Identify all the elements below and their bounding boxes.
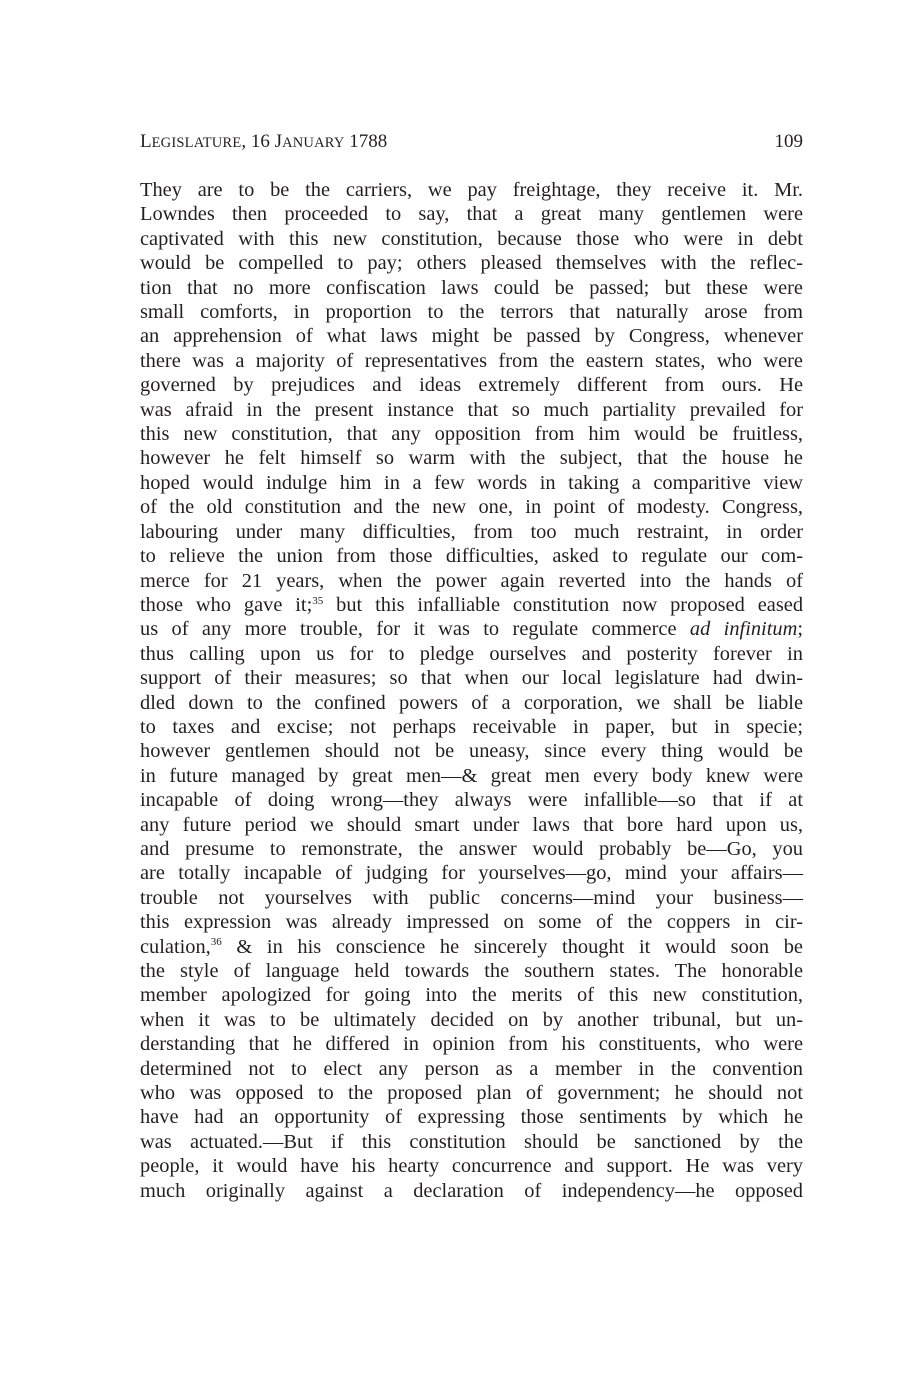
text-line: however he felt himself so warm with the subject, that the house he (140, 447, 803, 470)
text-line: who was opposed to the proposed plan of government; he should not (140, 1082, 803, 1105)
title-initial: L (140, 131, 152, 152)
text-line: any future period we should smart under laws that bore hard upon us, (140, 813, 803, 836)
text-segment: but this infalliable constitution now proposed eased (323, 593, 804, 616)
text-line: determined not to elect any person as a member in the convention (140, 1057, 803, 1080)
title-small-caps: EGISLATURE (151, 135, 242, 151)
text-line: this new constitution, that any opposition from him would be fruitless, (140, 423, 803, 446)
text-line: would be compelled to pay; others pleased themselves with the reflec- (140, 252, 803, 275)
text-line: was afraid in the present instance that so much partiality prevailed for (140, 398, 803, 421)
text-line: thus calling upon us for to pledge ourselves and posterity forever in (140, 642, 803, 665)
text-line: have had an opportunity of expressing those sentiments by which he (140, 1106, 803, 1129)
text-line: there was a majority of representatives from the eastern states, who were (140, 349, 803, 372)
running-head-title (140, 128, 387, 157)
text-line: an apprehension of what laws might be passed by Congress, whenever (140, 325, 803, 348)
footnote-ref-35: 35 (312, 594, 324, 607)
text-line: dled down to the confined powers of a corporation, we shall be liable (140, 691, 803, 714)
title-month-small-caps: ANUARY (282, 135, 345, 151)
text-line: to taxes and excise; not perhaps receivable in paper, but in specie; (140, 715, 803, 738)
title-date-part: , 16 J (241, 131, 283, 152)
text-segment: ; (797, 618, 803, 641)
text-line: small comforts, in proportion to the terrors that naturally arose from (140, 301, 803, 324)
text-line: the style of language held towards the southern states. The honorable (140, 960, 803, 982)
page-number: 109 (774, 131, 803, 152)
body-text (140, 178, 803, 1203)
text-line: much originally against a declaration of independency—he opposed (140, 1179, 803, 1202)
text-line: when it was to be ultimately decided on by another tribunal, but un- (140, 1008, 803, 1031)
text-line: was actuated.—But if this constitution should be sanctioned by the (140, 1130, 803, 1153)
text-segment: us of any more trouble, for it was to regulate commerce (140, 618, 690, 641)
text-line: are totally incapable of judging for yourselves—go, mind your affairs— (140, 862, 803, 885)
text-line: labouring under many difficulties, from too much restraint, in order (140, 520, 803, 543)
title-year: 1788 (344, 131, 388, 152)
italic-phrase: ad infinitum (689, 618, 798, 641)
text-segment: those who gave it; (140, 593, 313, 616)
text-line-with-note (140, 935, 803, 959)
text-line: governed by prejudices and ideas extremely different from ours. He (140, 374, 803, 397)
text-line: and presume to remonstrate, the answer would probably be—Go, you (140, 837, 803, 860)
text-segment: culation, (140, 935, 211, 958)
text-line: merce for 21 years, when the power again reverted into the hands of (140, 569, 803, 592)
text-line: however gentlemen should not be uneasy, since every thing would be (140, 740, 803, 763)
text-line-with-italic (140, 617, 803, 641)
footnote-ref-36: 36 (210, 936, 222, 949)
text-line: support of their measures; so that when our local legislature had dwin- (140, 667, 803, 690)
text-line: incapable of doing wrong—they always were infallible—so that if at (140, 789, 803, 812)
text-line: in future managed by great men—& great men every body knew were (140, 764, 803, 787)
text-line: tion that no more confiscation laws could be passed; but these were (140, 276, 803, 299)
text-line-with-note (140, 593, 803, 617)
text-line: member apologized for going into the merits of this new constitution, (140, 984, 803, 1007)
text-line: of the old constitution and the new one, in point of modesty. Congress, (140, 496, 803, 519)
text-line: people, it would have his hearty concurrence and support. He was very (140, 1155, 803, 1178)
text-line: trouble not yourselves with public concerns—mind your business— (140, 886, 803, 909)
text-segment: & in his conscience he sincerely thought it would soon be (221, 935, 803, 958)
text-line: Lowndes then proceeded to say, that a great many gentlemen were (140, 203, 803, 226)
text-line: derstanding that he differed in opinion from his constituents, who were (140, 1033, 803, 1056)
text-line: hoped would indulge him in a few words in taking a comparitive view (140, 471, 803, 494)
text-line: They are to be the carriers, we pay freightage, they receive it. Mr. (140, 179, 803, 201)
running-head (140, 128, 803, 156)
text-line: captivated with this new constitution, because those who were in debt (140, 227, 803, 250)
text-line: this expression was already impressed on some of the coppers in cir- (140, 911, 803, 934)
text-line: to relieve the union from those difficulties, asked to regulate our com- (140, 545, 803, 568)
